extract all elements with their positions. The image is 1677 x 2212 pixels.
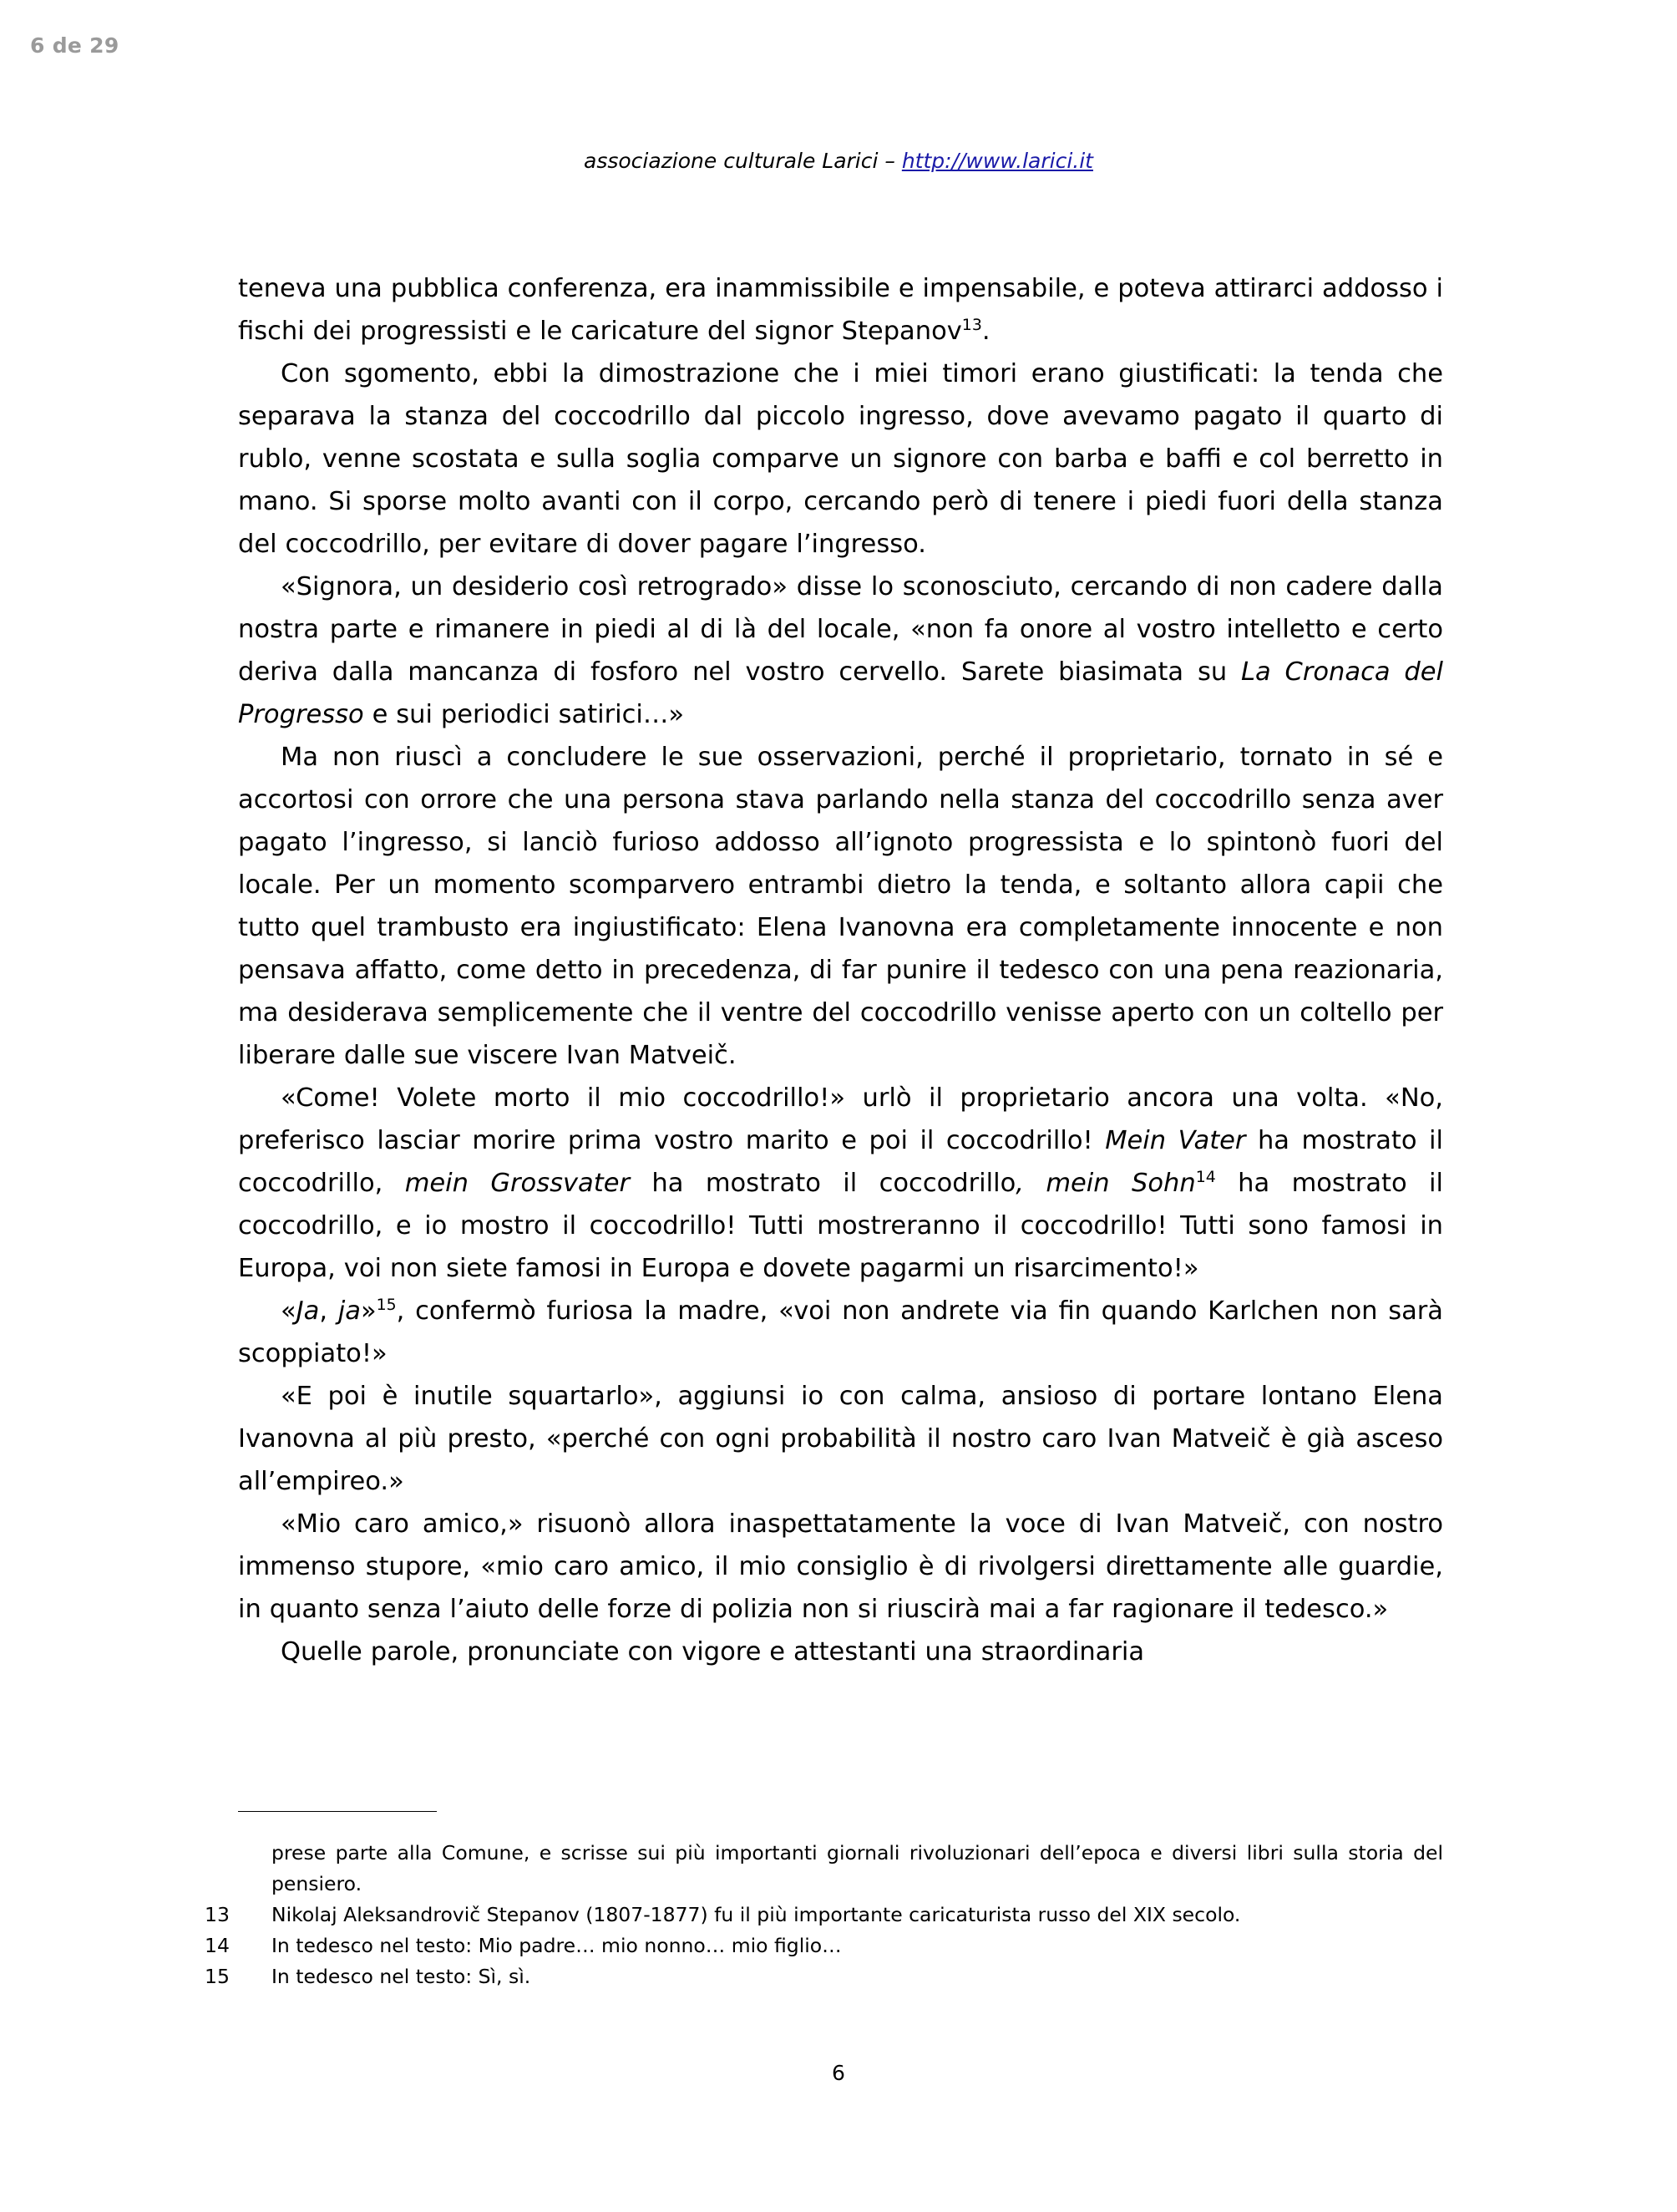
italic-run: ja <box>337 1296 361 1326</box>
text-run: « <box>281 1296 296 1326</box>
text-run: ha mostrato il coccodrillo, e io mostro il coccodrillo! Tutti mostreranno il coccodrillo! Tutti sono famosi in Europa, voi non siete famosi in Europa e dovete pagarmi un risarcimento!» <box>238 1169 1443 1283</box>
paragraph <box>238 566 1443 736</box>
text-run: , confermò furiosa la madre, «voi non andrete via fin quando Karlchen non sarà scoppiato!» <box>238 1296 1443 1368</box>
italic-run: Mein Vater <box>1105 1126 1246 1155</box>
paragraph <box>238 267 1443 353</box>
footnote-text: Nikolaj Aleksandrovič Stepanov (1807-1877) fu il più importante caricaturista russo del XIX secolo. <box>271 1903 1241 1926</box>
italic-run: Ja <box>296 1296 320 1326</box>
paragraph <box>238 1375 1443 1503</box>
paragraph <box>238 353 1443 566</box>
paragraph <box>238 1503 1443 1631</box>
text-run: , <box>319 1296 338 1326</box>
text-run: ha mostrato il coccodrillo <box>630 1169 1016 1198</box>
text-run: » <box>360 1296 377 1326</box>
paragraph <box>238 1077 1443 1290</box>
text-run: Ma non riuscì a concludere le sue osservazioni, perché il proprietario, tornato in sé e accortosi con orrore che una persona stava parlando nella stanza del coccodrillo senza aver pagato l’ingresso, si lanciò furioso addosso all’ignoto progressista e lo spintonò fuori del locale. Per un momento scomparvero entrambi dietro la tenda, e soltanto allora capii che tutto quel trambusto era ingiustificato: Elena Ivanovna era completamente innocente e non pensava affatto, come detto in precedenza, di far punire il tedesco con una pena reazionaria, ma desiderava semplicemente che il ventre del coccodrillo venisse aperto con un coltello per liberare dalle sue viscere Ivan Matveič. <box>238 743 1443 1070</box>
page-header <box>0 149 1677 173</box>
footnote-item <box>205 1930 1443 1961</box>
footnote-separator <box>238 1811 437 1812</box>
paragraph <box>238 1631 1443 1673</box>
paragraph <box>238 1290 1443 1375</box>
text-run: «Mio caro amico,» risuonò allora inaspettatamente la voce di Ivan Matveič, con nostro immenso stupore, «mio caro amico, il mio consiglio è di rivolgersi direttamente alle guardie, in quanto senza l’aiuto delle forze di polizia non si riuscirà mai a far ragionare il tedesco.» <box>238 1509 1443 1624</box>
italic-run: , mein Sohn <box>1016 1169 1196 1198</box>
italic-run: mein Grossvater <box>404 1169 630 1198</box>
text-run: e sui periodici satirici…» <box>363 700 685 729</box>
text-run: «E poi è inutile squartarlo», aggiunsi io con calma, ansioso di portare lontano Elena Ivanovna al più presto, «perché con ogni probabilità il nostro caro Ivan Matveič è già asceso all’empireo.» <box>238 1382 1443 1496</box>
footnote-section <box>205 1838 1443 1992</box>
larici-website-link[interactable]: http://www.larici.it <box>901 149 1093 173</box>
header-prefix: associazione culturale Larici – <box>584 149 902 173</box>
text-run: . <box>981 317 990 346</box>
footnote-reference: 15 <box>376 1295 397 1314</box>
footnote-item <box>238 1838 1443 1900</box>
text-run: ha mostrato il coccodrillo, <box>238 1126 1443 1198</box>
italic-run: La Cronaca del Progresso <box>238 657 1443 729</box>
footnote-number: 15 <box>205 1965 230 1988</box>
footnote-reference: 13 <box>961 315 982 334</box>
footnote-text: In tedesco nel testo: Sì, sì. <box>271 1965 531 1988</box>
footnote-text: prese parte alla Comune, e scrisse sui più importanti giornali rivoluzionari dell’epoca e diversi libri sulla storia del pensiero. <box>271 1841 1443 1895</box>
text-run: Con sgomento, ebbi la dimostrazione che i miei timori erano giustificati: la tenda che separava la stanza del coccodrillo dal piccolo ingresso, dove avevamo pagato il quarto di rublo, venne scostata e sulla soglia comparve un signore con barba e baffi e col berretto in mano. Si sporse molto avanti con il corpo, cercando però di tenere i piedi fuori della stanza del coccodrillo, per evitare di dover pagare l’ingresso. <box>238 359 1443 559</box>
page-counter: 6 de 29 <box>30 33 119 58</box>
page-number: 6 <box>832 2061 845 2085</box>
text-run: Quelle parole, pronunciate con vigore e attestanti una straordinaria <box>281 1637 1145 1667</box>
footnote-text: In tedesco nel testo: Mio padre… mio nonno… mio figlio… <box>271 1934 842 1957</box>
paragraph <box>238 736 1443 1077</box>
text-run: «Come! Volete morto il mio coccodrillo!» urlò il proprietario ancora una volta. «No, preferisco lasciar morire prima vostro marito e poi il coccodrillo! <box>238 1083 1443 1155</box>
footnote-number: 13 <box>205 1903 230 1926</box>
footnote-number: 14 <box>205 1934 230 1957</box>
body-text <box>238 267 1443 1673</box>
footnote-item <box>205 1961 1443 1992</box>
text-run: teneva una pubblica conferenza, era inammissibile e impensabile, e poteva attirarci addosso i fischi dei progressisti e le caricature del signor Stepanov <box>238 274 1443 346</box>
footnote-reference: 14 <box>1195 1167 1216 1186</box>
footnote-item <box>205 1900 1443 1930</box>
text-run: «Signora, un desiderio così retrogrado» disse lo sconosciuto, cercando di non cadere dalla nostra parte e rimanere in piedi al di là del locale, «non fa onore al vostro intelletto e certo deriva dalla mancanza di fosforo nel vostro cervello. Sarete biasimata su <box>238 572 1443 687</box>
